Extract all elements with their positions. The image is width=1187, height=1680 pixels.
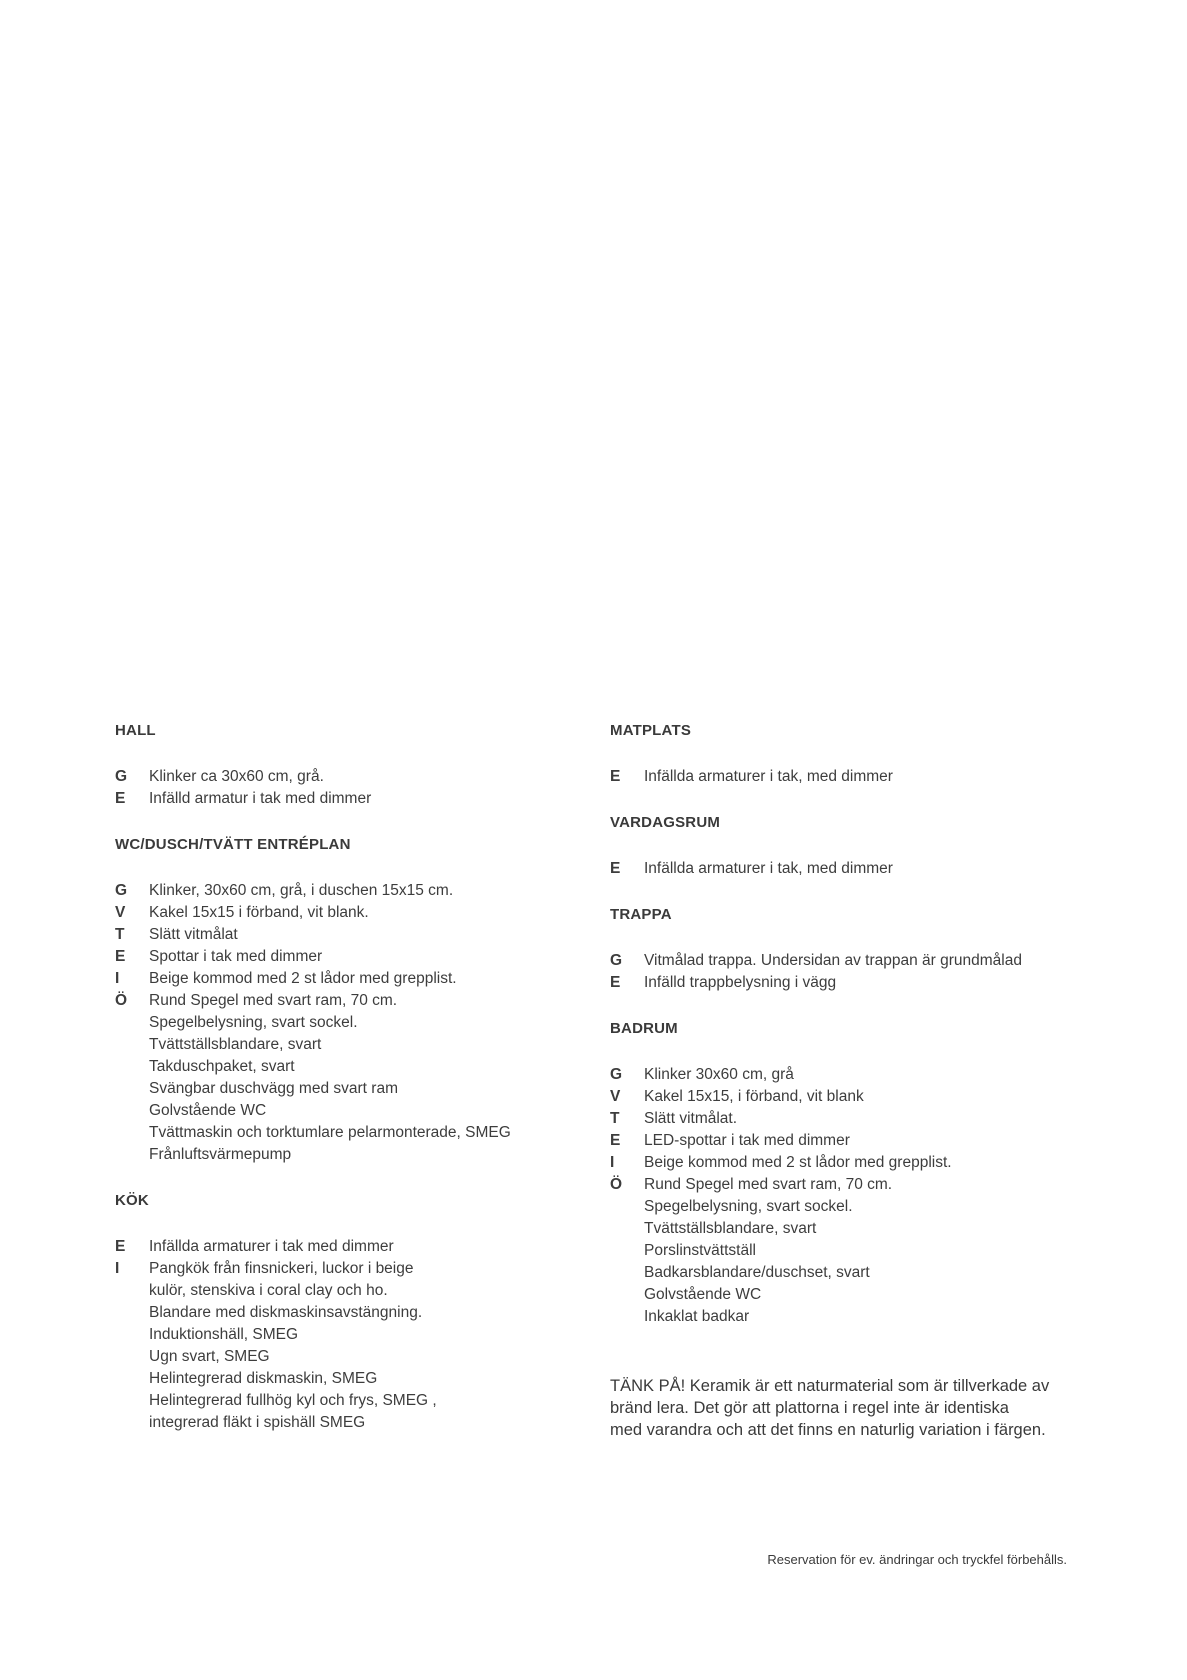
spec-row: [610, 1130, 1080, 1152]
section-heading: MATPLATS: [610, 722, 692, 739]
spec-code: [115, 1346, 149, 1368]
spec-row: [610, 766, 1080, 788]
spec-row: [115, 990, 585, 1012]
spec-code: G: [610, 1066, 623, 1083]
spec-text: integrerad fläkt i spishäll SMEG: [149, 1414, 366, 1431]
spec-row: [610, 1306, 1080, 1328]
spec-text: Beige kommod med 2 st lådor med grepplist.: [644, 1154, 952, 1171]
spec-text: Vitmålad trappa. Undersidan av trappan är grundmålad: [644, 952, 1022, 969]
spec-text: kulör, stenskiva i coral clay och ho.: [149, 1282, 388, 1299]
spec-row: [610, 1108, 1080, 1130]
spec-row: [610, 1284, 1080, 1306]
spec-text: Klinker, 30x60 cm, grå, i duschen 15x15 cm.: [149, 882, 454, 899]
spec-list: [610, 950, 1080, 994]
spec-code: [115, 1302, 149, 1324]
spec-text: Kakel 15x15 i förband, vit blank.: [149, 904, 369, 921]
spec-code: E: [610, 1132, 621, 1149]
spec-code: [115, 1144, 149, 1166]
spec-row: [115, 1390, 585, 1412]
spec-code: [115, 1390, 149, 1412]
spec-code: E: [610, 768, 621, 785]
spec-code: E: [115, 790, 126, 807]
spec-text: Tvättställsblandare, svart: [149, 1036, 322, 1053]
spec-row: [610, 1174, 1080, 1196]
spec-code: [610, 1284, 644, 1306]
note-line: med varandra och att det finns en naturlig variation i färgen.: [610, 1421, 1046, 1439]
spec-row: [610, 1262, 1080, 1284]
spec-row: [610, 1240, 1080, 1262]
spec-row: [610, 1218, 1080, 1240]
spec-code: G: [115, 768, 128, 785]
spec-text: Spegelbelysning, svart sockel.: [149, 1014, 358, 1031]
spec-code: E: [610, 860, 621, 877]
spec-code: [115, 1122, 149, 1144]
spec-text: LED-spottar i tak med dimmer: [644, 1132, 850, 1149]
spec-text: Helintegrerad fullhög kyl och frys, SMEG ,: [149, 1392, 437, 1409]
spec-code: [610, 1218, 644, 1240]
spec-row: [610, 858, 1080, 880]
spec-text: Infällda armaturer i tak med dimmer: [149, 1238, 394, 1255]
footer-disclaimer: Reservation för ev. ändringar och tryckfel förbehålls.: [767, 1552, 1067, 1567]
section-heading: BADRUM: [610, 1020, 678, 1037]
room-section: [610, 720, 1080, 812]
spec-code: [115, 1100, 149, 1122]
spec-row: [115, 1236, 585, 1258]
spec-code: [610, 1262, 644, 1284]
spec-code: E: [115, 948, 126, 965]
right-column: [610, 720, 1080, 1328]
spec-text: Porslinstvättställ: [644, 1242, 756, 1259]
spec-row: [115, 1280, 585, 1302]
spec-text: Pangkök från finsnickeri, luckor i beige: [149, 1260, 414, 1277]
spec-code: [115, 1034, 149, 1056]
spec-text: Kakel 15x15, i förband, vit blank: [644, 1088, 864, 1105]
spec-row: [610, 1064, 1080, 1086]
left-column: [115, 720, 585, 1434]
spec-row: [115, 788, 585, 810]
ceramic-note: [610, 1375, 1090, 1441]
section-gap: [115, 1166, 585, 1190]
spec-text: Induktionshäll, SMEG: [149, 1326, 299, 1343]
spec-text: Frånluftsvärmepump: [149, 1146, 292, 1163]
section-gap: [610, 788, 1080, 812]
spec-text: Infällda armaturer i tak, med dimmer: [644, 860, 893, 877]
spec-row: [115, 902, 585, 924]
spec-row: [115, 1258, 585, 1280]
spec-text: Slätt vitmålat.: [644, 1110, 738, 1127]
spec-code: V: [610, 1088, 621, 1105]
spec-row: [115, 968, 585, 990]
spec-row: [115, 1012, 585, 1034]
section-heading: WC/DUSCH/TVÄTT ENTRÉPLAN: [115, 836, 351, 853]
spec-code: E: [115, 1238, 126, 1255]
spec-text: Takduschpaket, svart: [149, 1058, 295, 1075]
spec-row: [115, 766, 585, 788]
spec-code: Ö: [115, 992, 128, 1009]
spec-list: [115, 880, 585, 1166]
spec-list: [115, 766, 585, 810]
spec-text: Klinker 30x60 cm, grå: [644, 1066, 794, 1083]
spec-row: [115, 880, 585, 902]
section-heading: HALL: [115, 722, 156, 739]
spec-text: Tvättställsblandare, svart: [644, 1220, 817, 1237]
spec-code: V: [115, 904, 126, 921]
spec-code: [610, 1196, 644, 1218]
spec-text: Helintegrerad diskmaskin, SMEG: [149, 1370, 378, 1387]
spec-code: [115, 1056, 149, 1078]
spec-text: Infälld armatur i tak med dimmer: [149, 790, 372, 807]
spec-row: [115, 1034, 585, 1056]
spec-code: E: [610, 974, 621, 991]
room-section: [610, 812, 1080, 904]
spec-text: Golvstående WC: [644, 1286, 762, 1303]
spec-text: Tvättmaskin och torktumlare pelarmonterade, SMEG: [149, 1124, 511, 1141]
spec-row: [610, 1152, 1080, 1174]
section-heading: TRAPPA: [610, 906, 672, 923]
spec-row: [115, 1324, 585, 1346]
spec-list: [610, 858, 1080, 880]
spec-code: [115, 1280, 149, 1302]
spec-code: I: [610, 1154, 615, 1171]
spec-text: Infällda armaturer i tak, med dimmer: [644, 768, 893, 785]
spec-text: Beige kommod med 2 st lådor med grepplist.: [149, 970, 457, 987]
spec-code: [610, 1240, 644, 1262]
spec-list: [610, 766, 1080, 788]
spec-row: [115, 924, 585, 946]
section-heading: KÖK: [115, 1192, 149, 1209]
spec-row: [115, 1368, 585, 1390]
spec-text: Blandare med diskmaskinsavstängning.: [149, 1304, 423, 1321]
spec-row: [115, 1412, 585, 1434]
spec-code: G: [115, 882, 128, 899]
spec-row: [115, 1078, 585, 1100]
spec-text: Inkaklat badkar: [644, 1308, 750, 1325]
section-heading: VARDAGSRUM: [610, 814, 721, 831]
spec-row: [115, 1144, 585, 1166]
spec-text: Klinker ca 30x60 cm, grå.: [149, 768, 324, 785]
spec-code: [115, 1324, 149, 1346]
spec-text: Spottar i tak med dimmer: [149, 948, 323, 965]
spec-code: T: [115, 926, 125, 943]
spec-code: [115, 1368, 149, 1390]
spec-list: [115, 1236, 585, 1434]
spec-text: Golvstående WC: [149, 1102, 267, 1119]
spec-row: [610, 950, 1080, 972]
spec-code: G: [610, 952, 623, 969]
spec-code: I: [115, 1260, 120, 1277]
room-section: [115, 1190, 585, 1434]
spec-text: Infälld trappbelysning i vägg: [644, 974, 837, 991]
spec-row: [610, 972, 1080, 994]
spec-row: [610, 1086, 1080, 1108]
spec-code: T: [610, 1110, 620, 1127]
spec-code: Ö: [610, 1176, 623, 1193]
spec-row: [115, 1100, 585, 1122]
spec-text: Spegelbelysning, svart sockel.: [644, 1198, 853, 1215]
room-section: [610, 1018, 1080, 1328]
section-gap: [610, 880, 1080, 904]
spec-text: Ugn svart, SMEG: [149, 1348, 270, 1365]
spec-list: [610, 1064, 1080, 1328]
spec-code: I: [115, 970, 120, 987]
spec-row: [115, 1122, 585, 1144]
room-section: [610, 904, 1080, 1018]
spec-text: Slätt vitmålat: [149, 926, 238, 943]
spec-row: [115, 1056, 585, 1078]
spec-code: [610, 1306, 644, 1328]
room-section: [115, 720, 585, 834]
spec-text: Rund Spegel med svart ram, 70 cm.: [644, 1176, 893, 1193]
spec-code: [115, 1012, 149, 1034]
spec-text: Badkarsblandare/duschset, svart: [644, 1264, 870, 1281]
room-section: [115, 834, 585, 1190]
spec-text: Rund Spegel med svart ram, 70 cm.: [149, 992, 398, 1009]
spec-code: [115, 1078, 149, 1100]
spec-row: [115, 946, 585, 968]
spec-row: [610, 1196, 1080, 1218]
section-gap: [115, 810, 585, 834]
note-line: bränd lera. Det gör att plattorna i regel inte är identiska: [610, 1399, 1009, 1417]
spec-text: Svängbar duschvägg med svart ram: [149, 1080, 398, 1097]
spec-row: [115, 1346, 585, 1368]
spec-code: [115, 1412, 149, 1434]
section-gap: [610, 994, 1080, 1018]
note-line: TÄNK PÅ! Keramik är ett naturmaterial som är tillverkade av: [610, 1377, 1050, 1395]
spec-row: [115, 1302, 585, 1324]
